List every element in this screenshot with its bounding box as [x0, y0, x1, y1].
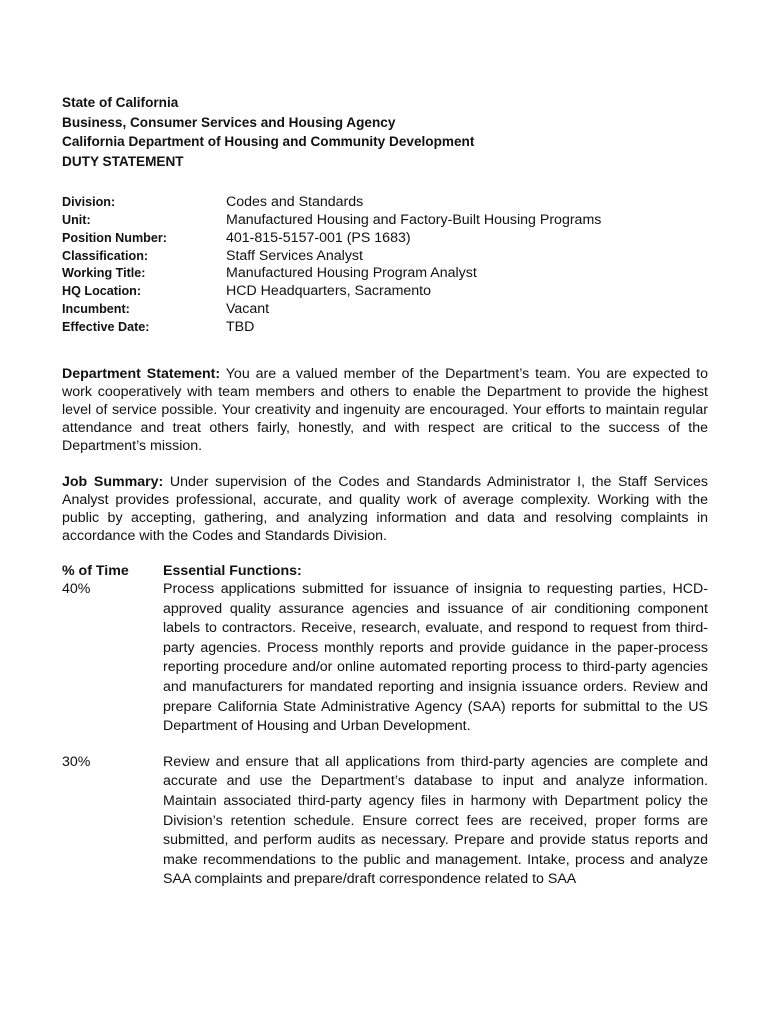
function-percent: 40%	[62, 581, 91, 598]
info-value: HCD Headquarters, Sacramento	[226, 283, 432, 300]
info-value: Manufactured Housing Program Analyst	[226, 265, 477, 282]
info-value: 401-815-5157-001 (PS 1683)	[226, 229, 411, 246]
function-item	[62, 580, 708, 737]
info-value: TBD	[226, 319, 255, 336]
department-statement	[62, 365, 708, 455]
info-label: HQ Location:	[62, 284, 142, 299]
function-description: Process applications submitted for issuance of insignia to requesting parties, HCD-approved quality assurance agencies and issuance of air conditioning component labels to contractors. Receive, research, evaluate, and respond to request from third-party agencies. Process monthly reports and provide guidance in the paper-process reporting procedure and/or online automated reporting process to third-party agencies and manufacturers for mandated reporting and insignia issuance orders. Review and prepare California State Administrative Agency (SAA) reports for submittal to the US Department of Housing and Urban Development.	[163, 581, 708, 735]
info-row-hq-location	[62, 283, 708, 301]
header-agency: Business, Consumer Services and Housing Agency	[62, 114, 396, 130]
job-summary	[62, 473, 708, 545]
info-value: Manufactured Housing and Factory-Built Housing Programs	[226, 211, 602, 228]
info-row-classification	[62, 248, 708, 266]
info-label: Incumbent:	[62, 302, 130, 317]
department-statement-label: Department Statement:	[62, 366, 221, 383]
position-info-table	[62, 194, 708, 337]
functions-column-header: Essential Functions:	[163, 563, 302, 580]
function-description-clip	[163, 753, 708, 909]
info-row-working-title	[62, 265, 708, 283]
info-row-division	[62, 194, 708, 212]
info-label: Division:	[62, 194, 116, 209]
duty-statement-page	[62, 93, 708, 909]
header-state: State of California	[62, 95, 179, 110]
info-label: Working Title:	[62, 266, 146, 281]
functions-header-row	[62, 562, 708, 580]
header-department: California Department of Housing and Community Development	[62, 134, 475, 150]
function-description: Review and ensure that all applications from third-party agencies are complete and accurate and use the Department’s database to input and analyze information. Maintain associated third-party agency files in harmony with Department policy the Division’s retention schedule. Ensure correct fees are received, proper forms are submitted, and perform audits as necessary. Prepare and provide status reports and make recommendations to the public and management. Intake, process and analyze SAA complaints and prepare/draft correspondence related to SAA	[163, 753, 708, 888]
info-row-position-number	[62, 230, 708, 248]
function-percent: 30%	[62, 753, 91, 770]
document-header	[62, 93, 708, 172]
job-summary-text: Under supervision of the Codes and Standards Administrator I, the Staff Services Analyst provides professional, accurate, and quality work of average complexity. Working with the public by accepting, gathering, and analyzing information and data and resolving complaints in accordance with the Codes and Standards Division.	[62, 474, 708, 545]
info-row-incumbent	[62, 301, 708, 319]
info-value: Vacant	[226, 301, 270, 318]
info-label: Effective Date:	[62, 320, 150, 335]
info-row-effective-date	[62, 319, 708, 337]
time-column-header: % of Time	[62, 563, 129, 580]
info-value: Staff Services Analyst	[226, 247, 363, 264]
info-label: Classification:	[62, 248, 149, 263]
info-value: Codes and Standards	[226, 193, 364, 210]
department-statement-text: You are a valued member of the Department’s team. You are expected to work cooperatively with team members and others to enable the Department to provide the highest level of service possible. Your creativity and ingenuity are encouraged. Your efforts to maintain regular attendance and treat others fairly, honestly, and with respect are critical to the success of the Department’s mission.	[62, 366, 708, 455]
info-label: Position Number:	[62, 230, 167, 245]
header-doc-title: DUTY STATEMENT	[62, 154, 184, 170]
job-summary-label: Job Summary:	[62, 474, 164, 491]
info-row-unit	[62, 212, 708, 230]
info-label: Unit:	[62, 212, 91, 227]
function-item	[62, 753, 708, 909]
